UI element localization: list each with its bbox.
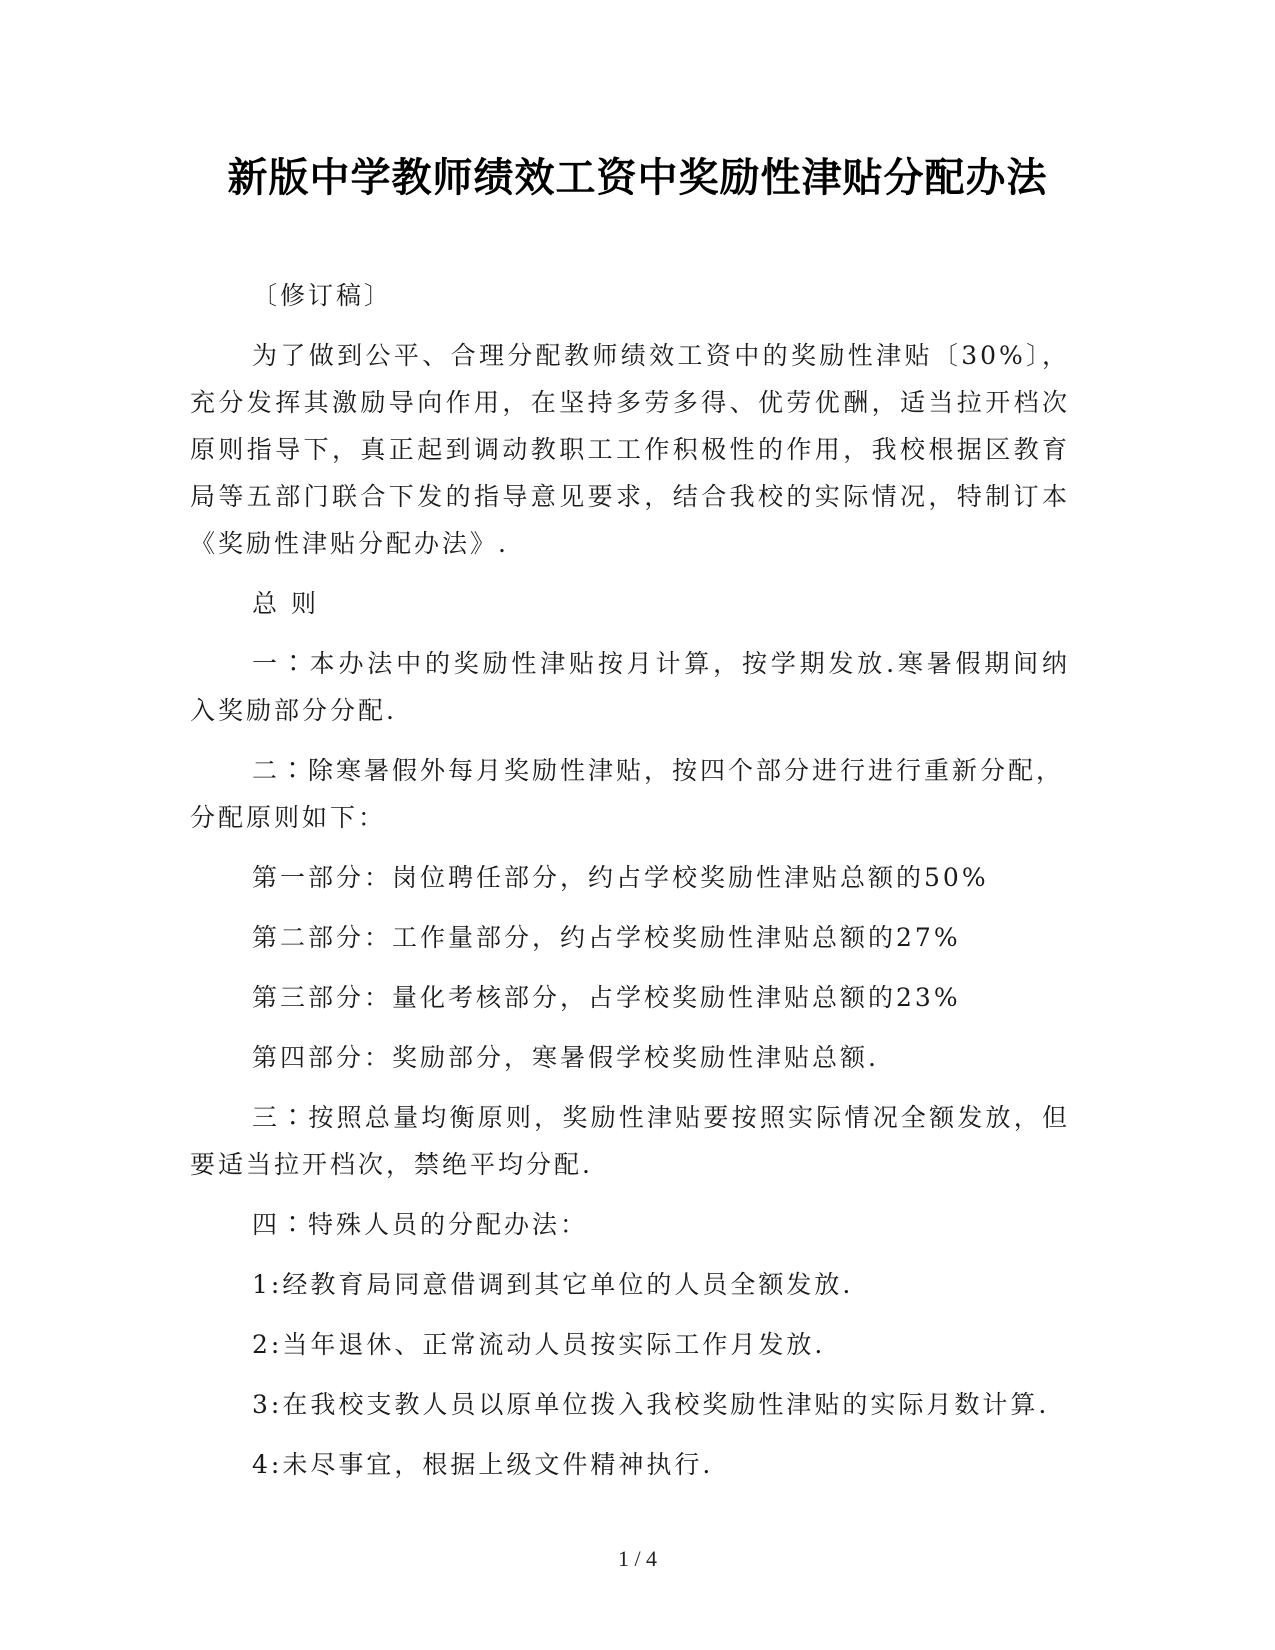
document-title: 新版中学教师绩效工资中奖励性津贴分配办法 [227, 154, 1048, 201]
page-number: 1 / 4 [617, 1546, 658, 1571]
special-item-4: 4:未尽事宜，根据上级文件精神执行. [252, 1450, 714, 1479]
special-item-2: 2:当年退休、正常流动人员按实际工作月发放. [252, 1330, 826, 1359]
revision-note: 〔修订稿〕 [252, 281, 393, 310]
document-body [190, 272, 1070, 1501]
part-four: 第四部分：奖励部分，寒暑假学校奖励性津贴总额. [252, 1043, 879, 1072]
intro-paragraph: 为了做到公平、合理分配教师绩效工资中的奖励性津贴〔30%〕，充分发挥其激励导向作用，在坚持多劳多得、优劳优酬，适当拉开档次原则指导下，真正起到调动教职工工作积极性的作用，我校根据区教育局等五部门联合下发的指导意见要求，结合我校的实际情况，特制订本《奖励性津贴分配办法》. [190, 341, 1070, 558]
clause-two: 二∶除寒暑假外每月奖励性津贴，按四个部分进行进行重新分配，分配原则如下： [190, 756, 1065, 832]
clause-four: 四∶特殊人员的分配办法： [252, 1210, 589, 1239]
part-one: 第一部分：岗位聘任部分，约占学校奖励性津贴总额的50% [252, 863, 989, 892]
part-two: 第二部分：工作量部分，约占学校奖励性津贴总额的27% [252, 923, 961, 952]
special-item-1: 1:经教育局同意借调到其它单位的人员全额发放. [252, 1270, 854, 1299]
part-three: 第三部分：量化考核部分，占学校奖励性津贴总额的23% [252, 983, 961, 1012]
section-heading-general: 总 则 [252, 589, 319, 618]
special-item-3: 3:在我校支教人员以原单位拨入我校奖励性津贴的实际月数计算. [252, 1390, 1050, 1419]
clause-three: 三∶按照总量均衡原则，奖励性津贴要按照实际情况全额发放，但要适当拉开档次，禁绝平均分配. [190, 1103, 1070, 1179]
clause-one: 一∶本办法中的奖励性津贴按月计算，按学期发放.寒暑假期间纳入奖励部分分配. [190, 649, 1070, 725]
